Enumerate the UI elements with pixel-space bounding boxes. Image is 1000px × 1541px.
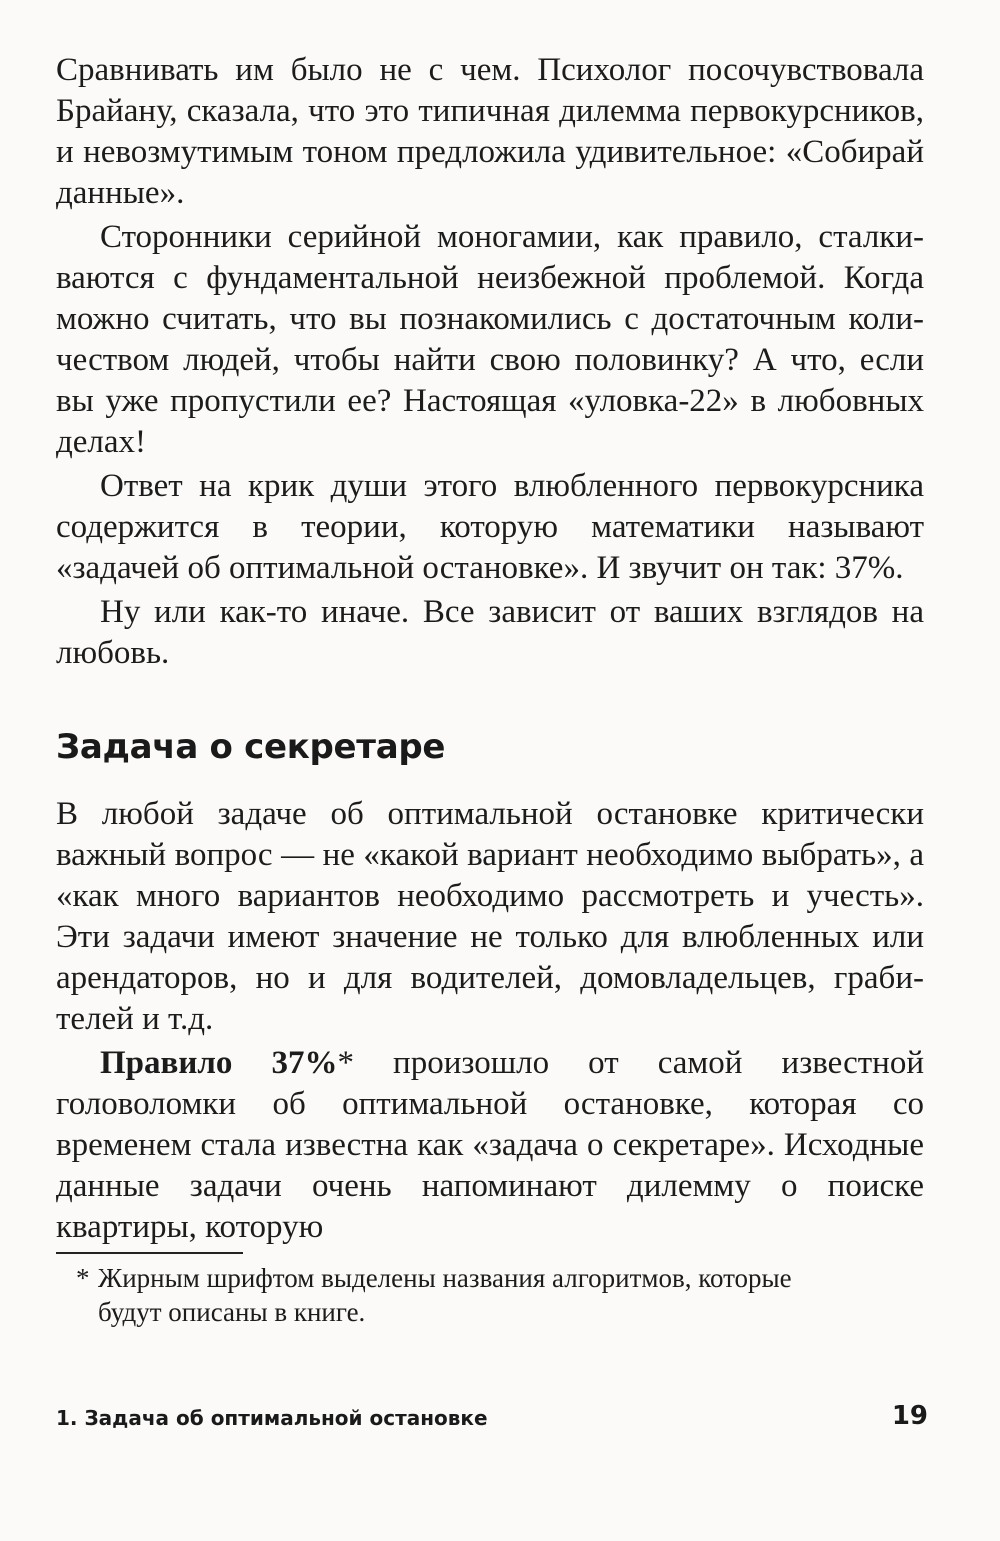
section-heading: Задача о секретаре bbox=[56, 727, 446, 767]
paragraph-text: * произошло от самой известной головоломки об оптимальной остановке, которая со временем стала известна как «задача о секретаре». Исходные данные задачи очень напоминают дилемму о поиске квартиры, которую bbox=[56, 1045, 924, 1245]
paragraph: В любой задаче об оптимальной остановке критически важный вопрос — не «какой вариант необходимо выбрать», а «как много вариантов необходимо рассмотреть и учесть». Эти задачи имеют значение не только для влюбленных или арендаторов, но и для водителей, домовладельцев, грабителей и т.д. bbox=[56, 796, 924, 1037]
running-footer-chapter: 1. Задача об оптимальной остановке bbox=[56, 1406, 488, 1430]
paragraph bbox=[56, 1043, 924, 1248]
footnote-line: будут описаны в книге. bbox=[98, 1297, 366, 1327]
algorithm-name: Правило 37% bbox=[100, 1045, 338, 1081]
footnote-marker: * bbox=[76, 1263, 90, 1293]
paragraph: Сторонники серийной моногамии, как правило, сталкиваются с фундаментальной неизбежной проблемой. Когда можно считать, что вы познакомились с достаточным количеством людей, чтобы найти свою половинку? А что, если вы уже пропустили ее? Настоящая «уловка-22» в любовных делах! bbox=[56, 219, 924, 460]
paragraph: Ну или как-то иначе. Все зависит от ваших взглядов на любовь. bbox=[56, 594, 924, 671]
main-text bbox=[56, 50, 924, 1248]
paragraph: Сравнивать им было не с чем. Психолог посочувствовала Брайану, сказала, что это типичная дилемма первокурсников, и невозмутимым тоном предложила удивительное: «Собирай данные». bbox=[56, 52, 924, 211]
footnote-divider bbox=[56, 1252, 243, 1254]
page-number: 19 bbox=[891, 1401, 928, 1431]
footnote bbox=[76, 1261, 928, 1329]
footnote-line: Жирным шрифтом выделены названия алгоритмов, которые bbox=[98, 1263, 792, 1293]
paragraph: Ответ на крик души этого влюбленного первокурсника содержится в теории, которую математики называют «задачей об оптимальной остановке». И звучит он так: 37%. bbox=[56, 468, 924, 586]
